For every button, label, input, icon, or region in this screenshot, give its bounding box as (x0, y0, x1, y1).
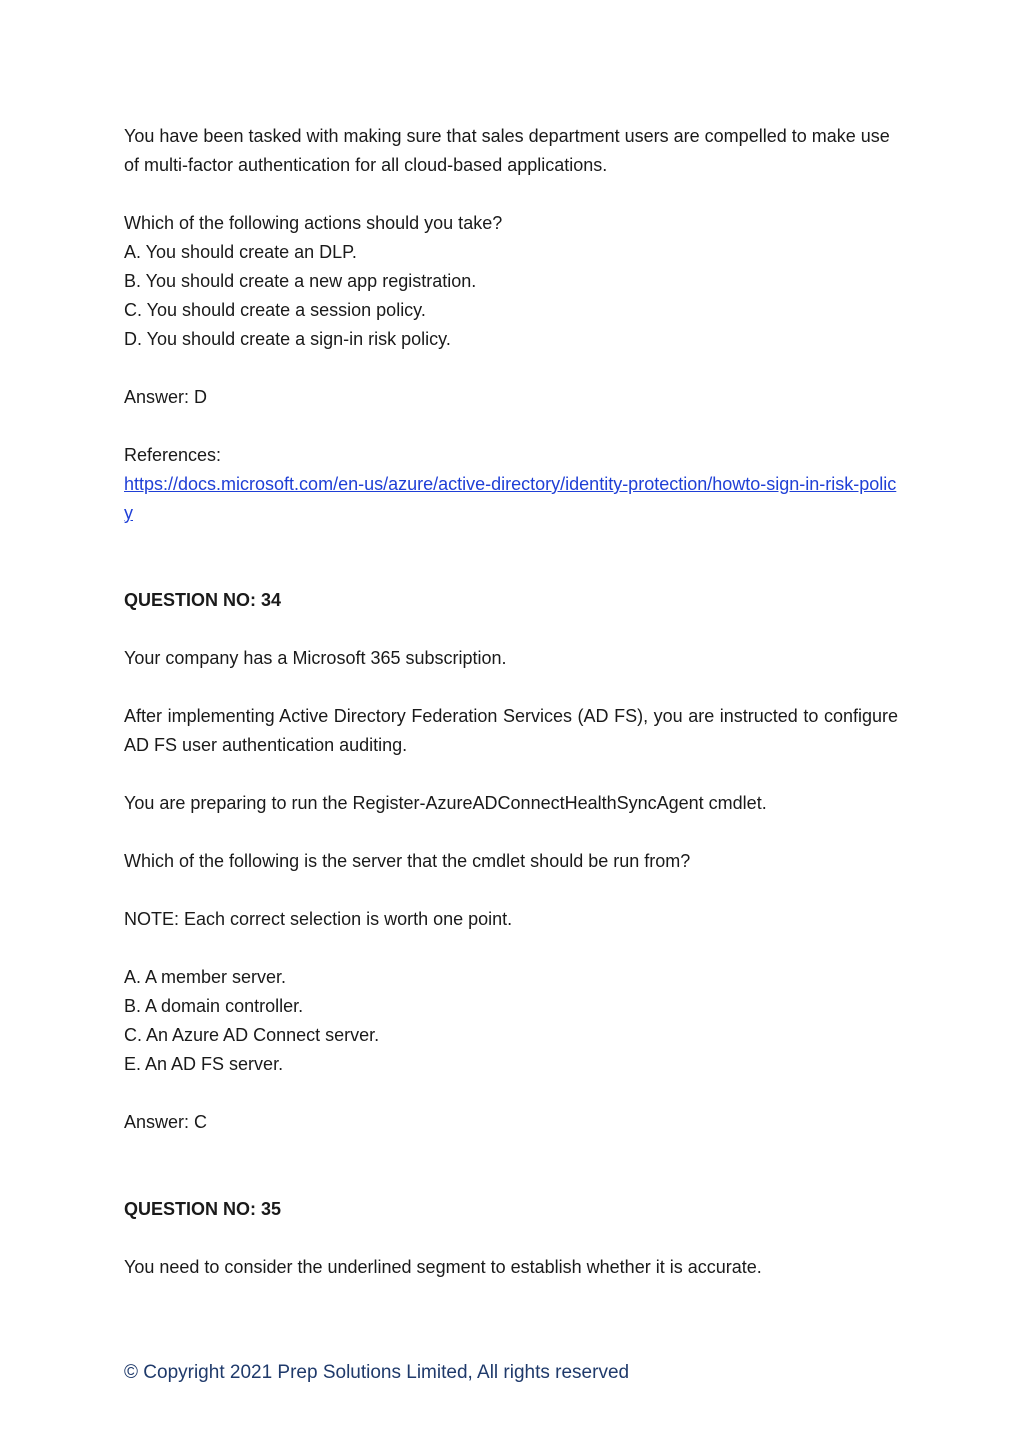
question-paragraph: Your company has a Microsoft 365 subscription. (124, 648, 507, 668)
footer-copyright: © Copyright 2021 Prep Solutions Limited, All rights reserved (124, 1362, 630, 1383)
option-b: B. You should create a new app registration. (124, 271, 477, 291)
reference-link-line (124, 470, 898, 528)
option-a: A. You should create an DLP. (124, 242, 357, 262)
option-b: B. A domain controller. (124, 996, 304, 1016)
question-heading: QUESTION NO: 35 (124, 1199, 282, 1219)
option-e: E. An AD FS server. (124, 1054, 284, 1074)
question-note: NOTE: Each correct selection is worth one point. (124, 909, 513, 929)
question-heading: QUESTION NO: 34 (124, 590, 282, 610)
option-c: C. You should create a session policy. (124, 300, 426, 320)
question-stem: You have been tasked with making sure that sales department users are compelled to make use of multi-factor authentication for all cloud-based applications. (124, 126, 890, 175)
question-paragraph: You are preparing to run the Register-AzureADConnectHealthSyncAgent cmdlet. (124, 793, 767, 813)
option-d: D. You should create a sign-in risk policy. (124, 329, 451, 349)
references-label: References: (124, 445, 222, 465)
answer: Answer: C (124, 1112, 208, 1132)
question-prompt: Which of the following actions should you take? (124, 213, 503, 233)
reference-link[interactable]: https://docs.microsoft.com/en-us/azure/active-directory/identity-protection/howto-sign-in-risk-policy (124, 474, 897, 523)
question-paragraph: You need to consider the underlined segment to establish whether it is accurate. (124, 1257, 762, 1277)
question-prompt: Which of the following is the server that the cmdlet should be run from? (124, 851, 691, 871)
option-c: C. An Azure AD Connect server. (124, 1025, 380, 1045)
question-paragraph: After implementing Active Directory Federation Services (AD FS), you are instructed to configure AD FS user authentication auditing. (124, 706, 898, 755)
answer: Answer: D (124, 387, 208, 407)
page-content (124, 122, 898, 1282)
option-a: A. A member server. (124, 967, 287, 987)
